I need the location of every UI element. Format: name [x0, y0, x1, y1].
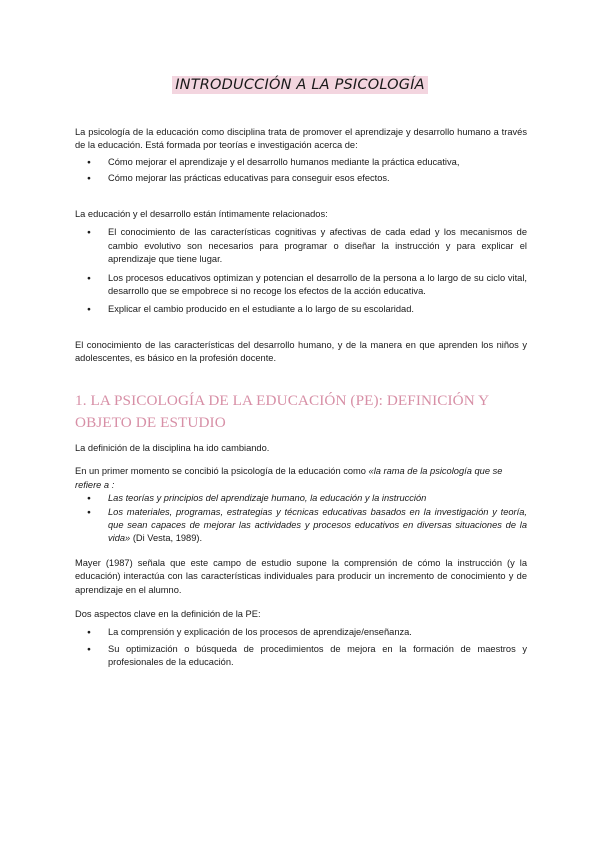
list-item: ● El conocimiento de las características cognitivas y afectivas de cada edad y los mecanismos de cambio evolutivo son necesarios para programar o diseñar la instrucción y para explicar el aprendizaje que tiene lugar.	[75, 226, 527, 266]
list-item: ● Explicar el cambio producido en el estudiante a lo largo de su escolaridad.	[75, 303, 527, 316]
knowledge-paragraph: El conocimiento de las características del desarrollo humano, y de la manera en que aprenden los niños y adolescentes, es básico en la profesión docente.	[75, 340, 527, 364]
list-item-text: Los materiales, programas, estrategias y técnicas educativas basados en la investigación y teoría, que sean capaces de mejorar las actividades y procesos educativos en diversas situaciones de la vida»	[108, 506, 527, 544]
key-aspects-intro: Dos aspectos clave en la definición de la PE:	[75, 609, 261, 620]
knowledge-block	[75, 339, 527, 366]
list-item: ● Las teorías y principios del aprendizaje humano, la educación y la instrucción	[75, 492, 527, 505]
first-moment-text: En un primer momento se concibió la psicología de la educación como	[75, 466, 369, 477]
relation-block	[75, 208, 527, 317]
list-item	[75, 506, 527, 546]
intro-paragraph: La psicología de la educación como disciplina trata de promover el aprendizaje y desarrollo humano a través de la educación. Está formada por teorías e investigación acerca de:	[75, 127, 527, 151]
relation-paragraph: La educación y el desarrollo están íntimamente relacionados:	[75, 209, 328, 219]
section-body	[75, 442, 527, 670]
section-heading-block	[75, 390, 535, 434]
relation-list	[75, 226, 527, 316]
first-moment-quote: «la rama de la psicología que se refiere a :	[75, 466, 503, 490]
title-container	[0, 76, 600, 94]
list-item: ● Cómo mejorar el aprendizaje y el desarrollo humanos mediante la práctica educativa,	[75, 156, 527, 169]
mayer-paragraph: Mayer (1987) señala que este campo de estudio supone la comprensión de cómo la instrucción (y la educación) interactúa con las características individuales para producir un incremento de conocimiento y de aprendizaje en el alumno.	[75, 557, 527, 595]
definition-intro: La definición de la disciplina ha ido cambiando.	[75, 443, 270, 453]
section-heading: 1. LA PSICOLOGÍA DE LA EDUCACIÓN (PE): DEFINICIÓN Y OBJETO DE ESTUDIO	[75, 392, 489, 431]
list-item: ● Su optimización o búsqueda de procedimientos de mejora en la formación de maestros y profesionales de la educación.	[75, 643, 527, 670]
list-item: ● Cómo mejorar las prácticas educativas para conseguir esos efectos.	[75, 172, 527, 185]
citation: (Di Vesta, 1989).	[130, 533, 203, 544]
first-moment-paragraph	[75, 465, 527, 492]
intro-block	[75, 126, 527, 186]
page-title: INTRODUCCIÓN A LA PSICOLOGÍA	[172, 76, 428, 94]
list-item: ● Los procesos educativos optimizan y potencian el desarrollo de la persona a lo largo de su ciclo vital, desarrollo que se empobrece si no recoge los efectos de la acción educativa.	[75, 272, 527, 299]
key-aspects-list	[75, 626, 527, 669]
first-moment-list	[75, 492, 527, 546]
intro-list	[75, 156, 527, 186]
list-item: ● La comprensión y explicación de los procesos de aprendizaje/enseñanza.	[75, 626, 527, 639]
